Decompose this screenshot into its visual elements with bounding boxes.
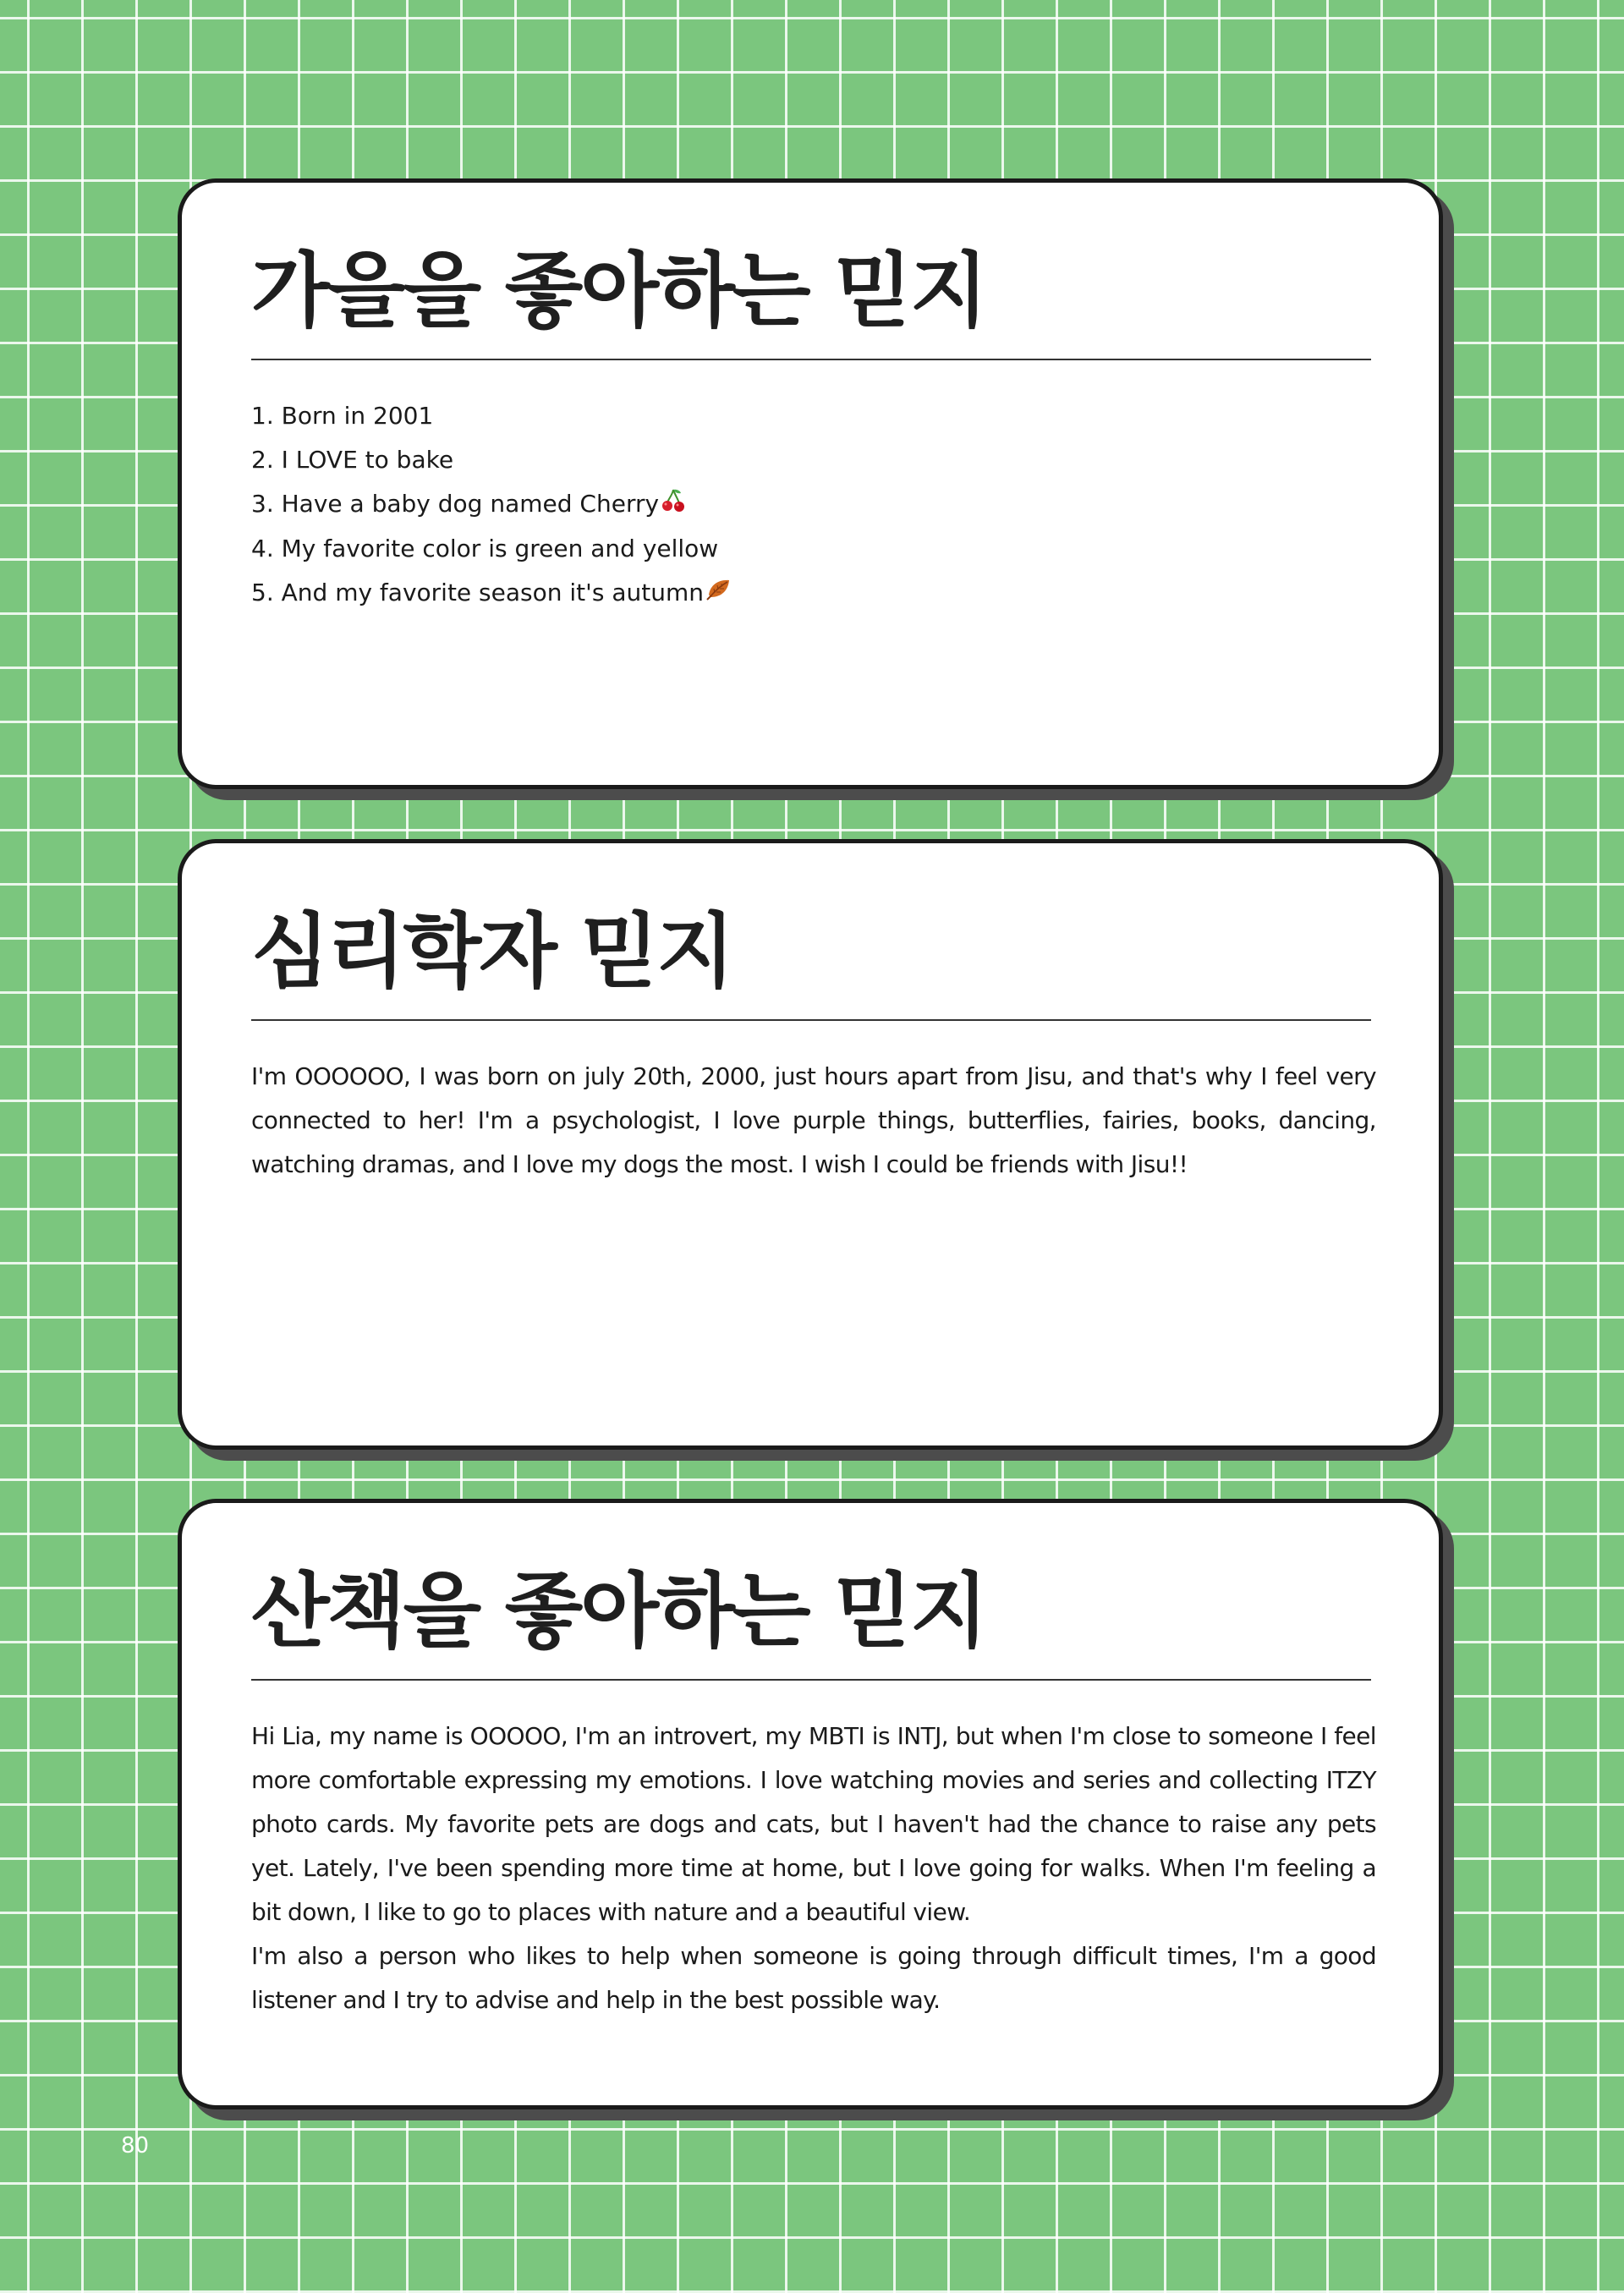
list-item: 4. My favorite color is green and yellow [251,535,719,562]
profile-card-psychologist [178,839,1443,1450]
list-item: 2. I LOVE to bake [251,446,454,474]
card-paragraph: I'm also a person who likes to help when someone is going through difficult times, I'm a good listener and I try to advise and help in the best possible way. [251,1942,1376,2014]
profile-card-walks [178,1499,1443,2109]
title-divider [251,359,1371,360]
title-divider [251,1679,1371,1681]
page-number: 80 [121,2133,150,2159]
profile-card-autumn [178,178,1443,789]
title-divider [251,1019,1371,1021]
fallen-leaf-emoji-icon [705,572,732,616]
card-title: 가을을 좋아하는 믿지 [251,244,986,338]
card-title: 산책을 좋아하는 믿지 [251,1564,986,1659]
list-item: 3. Have a baby dog named Cherry [251,482,1376,527]
card-title: 심리학자 믿지 [251,904,732,999]
card-body [251,394,1376,616]
card-paragraph: I'm OOOOOO, I was born on july 20th, 2000, just hours apart from Jisu, and that's why I feel very connected to her! I'm a psychologist, I love purple things, butterflies, fairies, books, dancing, watching dramas, and I love my dogs the most. I wish I could be friends with Jisu!! [251,1062,1376,1178]
card-paragraph: Hi Lia, my name is OOOOO, I'm an introvert, my MBTI is INTJ, but when I'm close to someone I feel more comfortable expressing my emotions. I love watching movies and series and collecting ITZY photo cards. My favorite pets are dogs and cats, but I haven't had the chance to raise any pets yet. Lately, I've been spending more time at home, but I love going for walks. When I'm feeling a bit down, I like to go to places with nature and a beautiful view. [251,1722,1376,1926]
list-item: 1. Born in 2001 [251,402,434,430]
card-body [251,1055,1376,1187]
list-item: 5. And my favorite season it's autumn [251,571,1376,616]
cherries-emoji-icon [661,483,686,527]
card-body [251,1714,1376,2022]
